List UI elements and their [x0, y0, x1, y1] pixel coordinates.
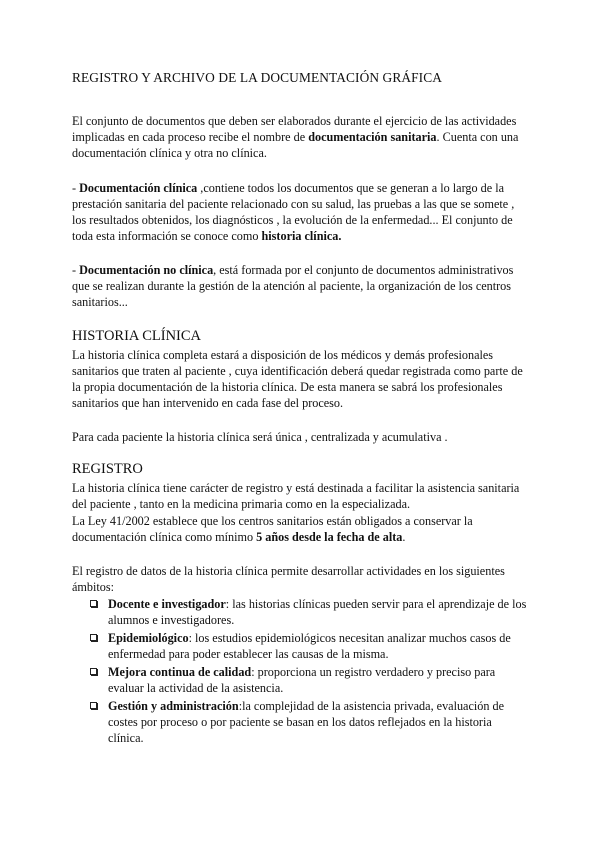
non-clinical-term: Documentación no clínica — [79, 263, 214, 277]
non-clinical-docs-paragraph — [72, 262, 528, 310]
list-item-term: Gestión y administración — [108, 699, 239, 713]
non-clinical-dash: - — [72, 263, 80, 277]
checkbox-bullet-icon — [90, 600, 97, 607]
intro-paragraph — [72, 113, 528, 161]
non-clinical-text: , está formada por el conjunto de documentos administrativos que se realizan durante la gestión de la atención al paciente, la organización de los centros sanitarios... — [72, 263, 514, 309]
checkbox-bullet-icon — [90, 634, 97, 641]
registro-paragraph-1: La historia clínica tiene carácter de registro y está destinada a facilitar la asistencia sanitaria del paciente , tanto en la medicina primaria como en la especializada. — [72, 481, 520, 511]
list-item-term: Mejora continua de calidad — [108, 665, 252, 679]
clinical-dash: - — [72, 181, 80, 195]
list-item — [72, 664, 528, 696]
clinical-docs-paragraph — [72, 180, 528, 244]
list-item-text: : los estudios epidemiológicos necesitan analizar muchos casos de enfermedad para poder establecer las causas de la misma. — [108, 631, 511, 661]
law-text-end: . — [402, 530, 406, 544]
retention-period: 5 años desde la fecha de alta — [256, 530, 403, 544]
list-item-term: Docente e investigador — [108, 597, 226, 611]
list-item-text: :la complejidad de la asistencia privada, evaluación de costes por proceso o por paciente se basan en los datos reflejados en la historia clínica. — [108, 699, 504, 745]
clinical-text: ,contiene todos los documentos que se generan a lo largo de la prestación sanitaria del paciente relacionado con su salud, las pruebas a las que se somete , los resultados obtenidos, los diagnósticos , la evolución de la enfermedad... El conjunto de toda esta información se conoce como — [72, 181, 515, 243]
intro-text-1: El conjunto de documentos que deben ser elaborados durante el ejercicio de las actividades implicadas en cada proceso recibe el nombre de — [72, 114, 517, 144]
intro-bold-term: documentación sanitaria — [308, 130, 437, 144]
document-title: REGISTRO Y ARCHIVO DE LA DOCUMENTACIÓN GRÁFICA — [72, 70, 443, 85]
list-item-text: : las historias clínicas pueden servir para el aprendizaje de los alumnos e investigadores. — [108, 597, 527, 627]
historia-paragraph-2: Para cada paciente la historia clínica será única , centralizada y acumulativa . — [72, 430, 448, 444]
intro-text-2: . Cuenta con una documentación clínica y otra no clínica. — [72, 130, 519, 160]
clinical-term: Documentación clínica — [79, 181, 198, 195]
list-item-term: Epidemiológico — [108, 631, 189, 645]
ambitos-list — [72, 596, 528, 746]
list-item — [72, 698, 528, 746]
historia-heading: HISTORIA CLÍNICA — [72, 328, 202, 344]
registro-paragraph-3: El registro de datos de la historia clínica permite desarrollar actividades en los siguientes ámbitos: — [72, 564, 505, 594]
checkbox-bullet-icon — [90, 668, 97, 675]
law-text: La Ley 41/2002 establece que los centros sanitarios están obligados a conservar la documentación clínica como mínimo — [72, 514, 473, 544]
clinical-history-term: historia clínica. — [261, 229, 342, 243]
registro-heading: REGISTRO — [72, 461, 143, 477]
list-item-text: : proporciona un registro verdadero y preciso para evaluar la actividad de la asistencia. — [108, 665, 496, 695]
checkbox-bullet-icon — [90, 702, 97, 709]
list-item — [72, 630, 528, 662]
registro-paragraph-2 — [72, 513, 528, 545]
list-item — [72, 596, 528, 628]
historia-paragraph-1: La historia clínica completa estará a disposición de los médicos y demás profesionales sanitarios que traten al paciente , cuya identificación deberá quedar registrada como parte de la propia documentación de la historia clínica. De esta manera se sabrá los profesionales sanitarios que han intervenido en cada fase del proceso. — [72, 348, 523, 410]
